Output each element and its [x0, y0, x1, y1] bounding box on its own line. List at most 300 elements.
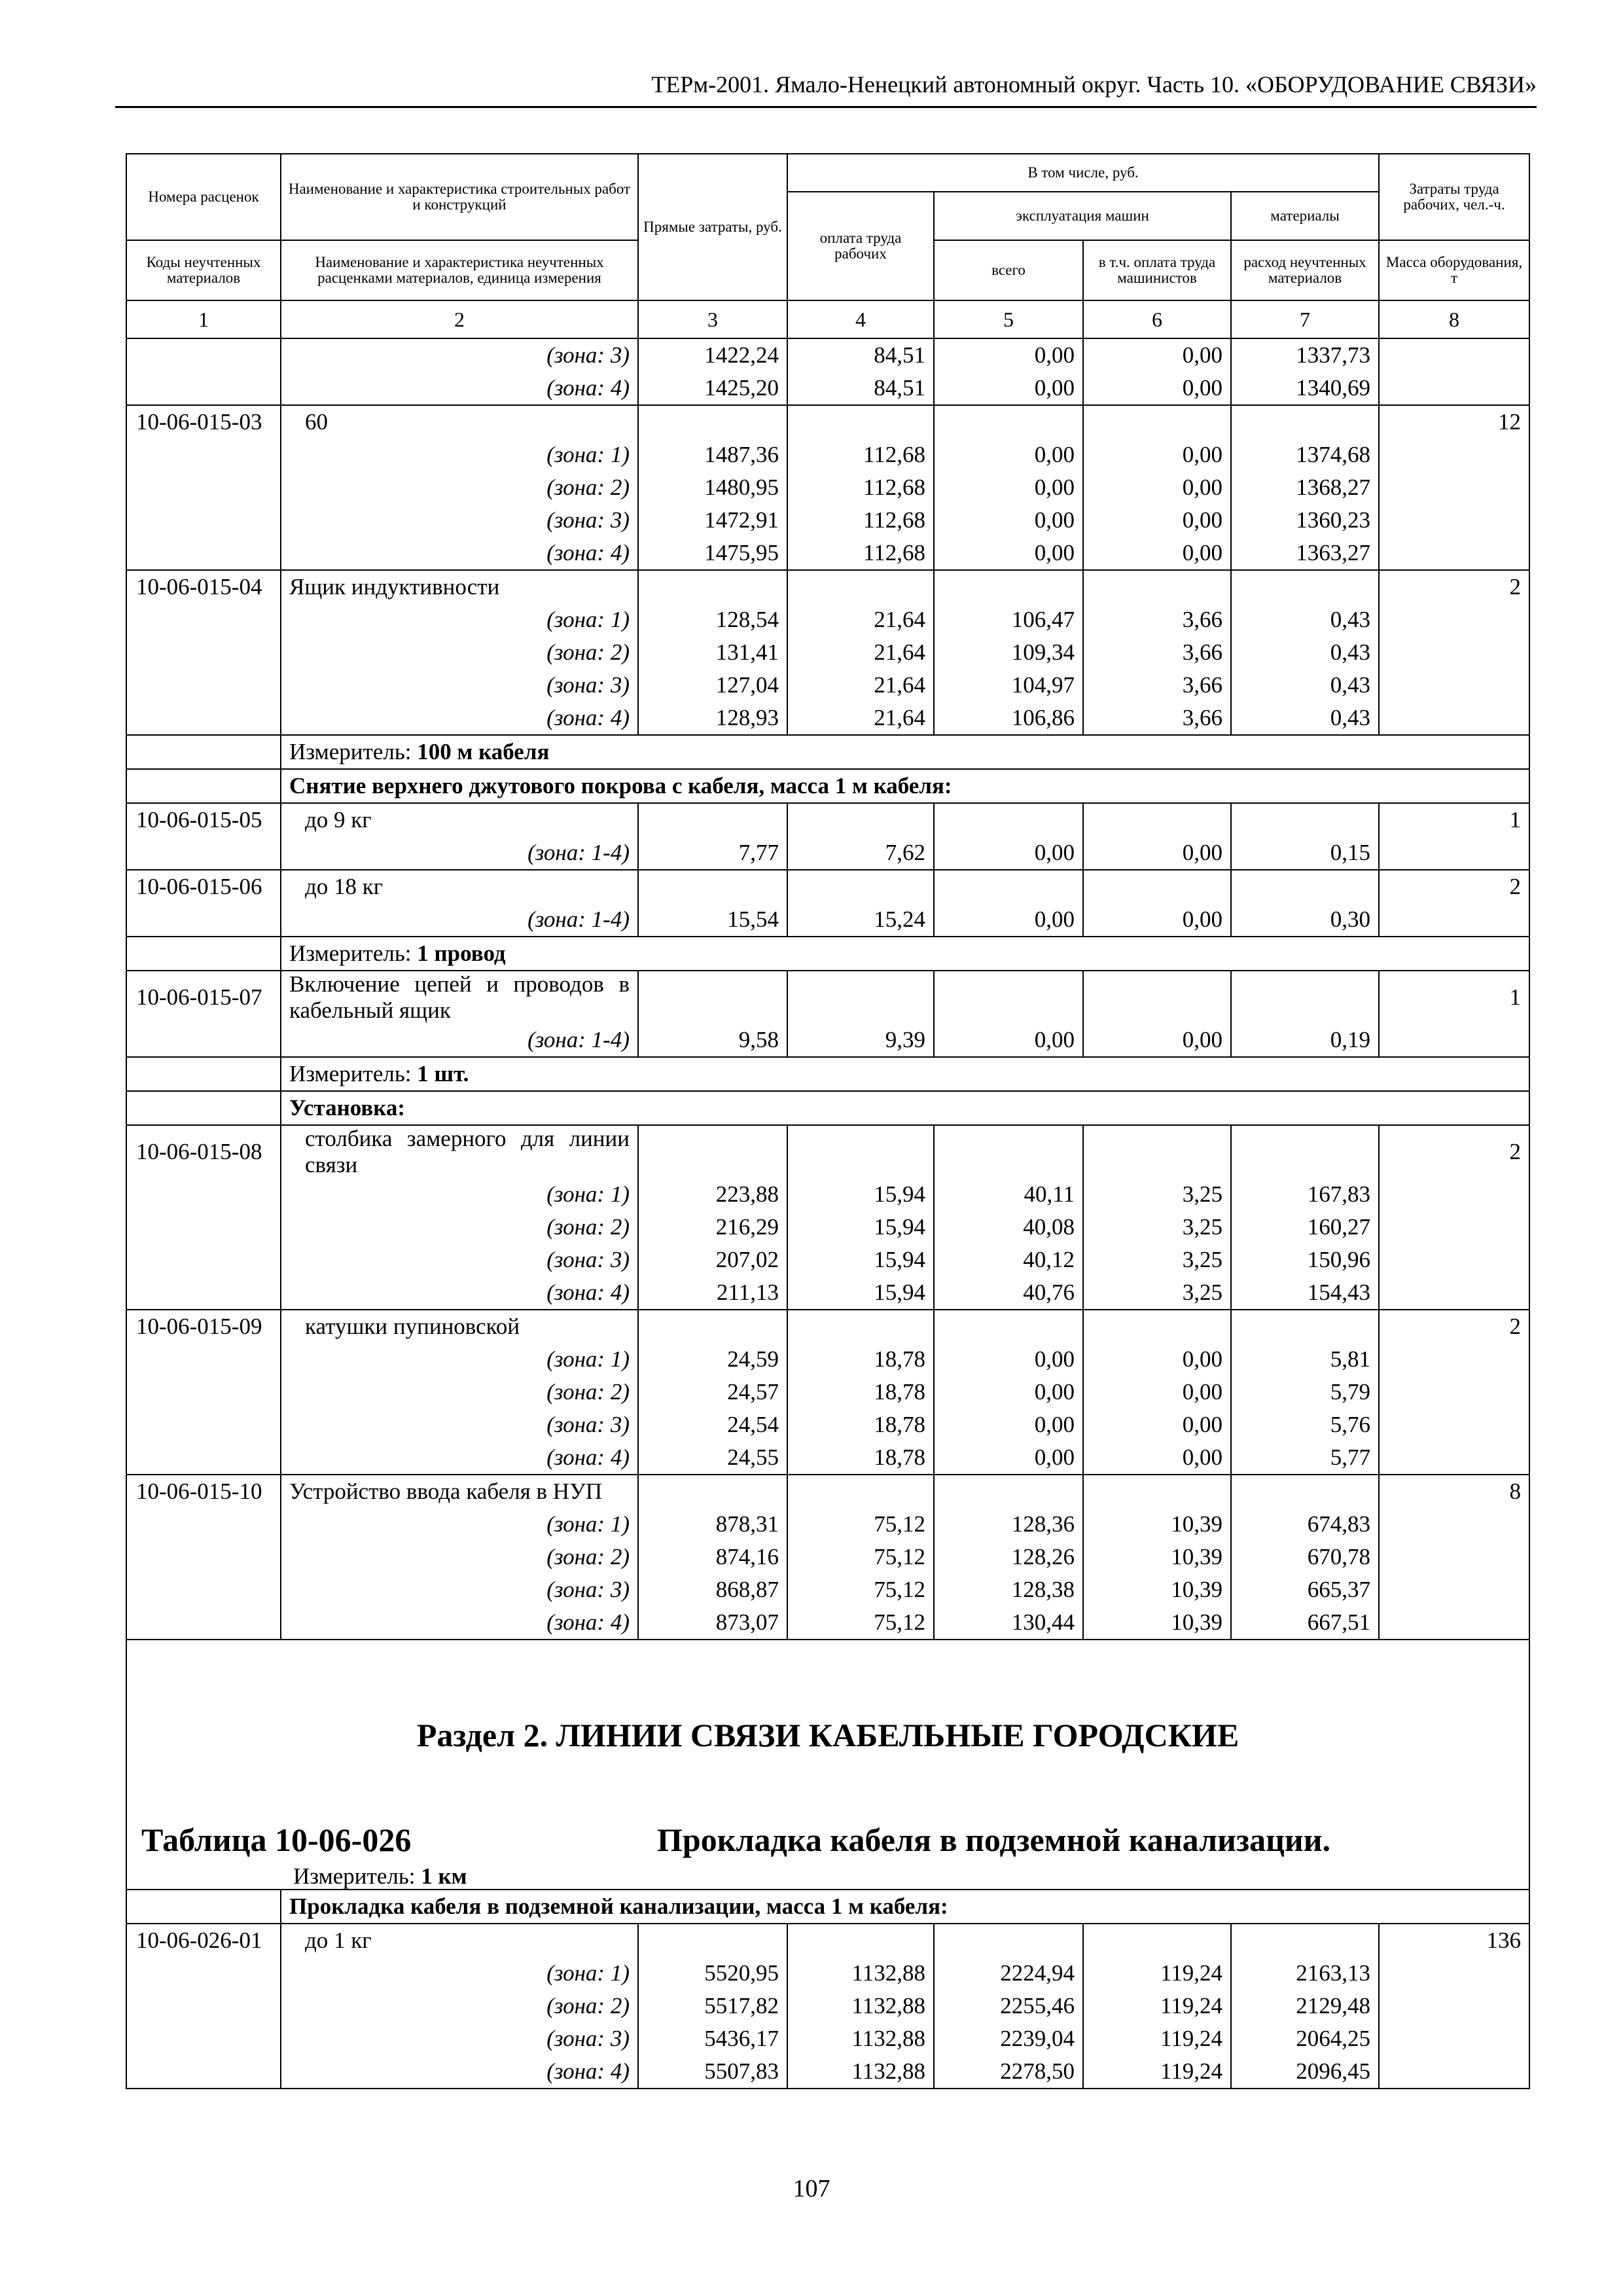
empty-cell [126, 537, 281, 570]
zone-label: (зона: 3) [281, 2022, 638, 2055]
empty-cell [1379, 903, 1529, 937]
labor-value: 12 [1379, 405, 1529, 439]
table-row [126, 405, 1529, 439]
empty-cell [1379, 1606, 1529, 1640]
value-cell: 0,00 [1083, 1024, 1231, 1057]
empty-cell [1379, 702, 1529, 735]
labor-value: 2 [1379, 870, 1529, 903]
value-cell: 106,86 [934, 702, 1083, 735]
col-materials: материалы [1231, 192, 1379, 240]
value-cell: 112,68 [787, 504, 934, 537]
value-cell: 167,83 [1231, 1178, 1379, 1211]
zone-label: (зона: 3) [281, 669, 638, 702]
value-cell: 40,11 [934, 1178, 1083, 1211]
measure-label: Измеритель: [289, 941, 418, 966]
empty-cell [126, 937, 281, 971]
zone-label: (зона: 3) [281, 504, 638, 537]
value-cell: 128,38 [934, 1573, 1083, 1606]
table-row [126, 1475, 1529, 1508]
empty-cell [1379, 1024, 1529, 1057]
col-machines: эксплуатация машин [934, 192, 1231, 240]
empty-cell [1083, 1924, 1231, 1957]
rate-name: до 18 кг [281, 870, 638, 903]
empty-cell [638, 971, 787, 1024]
zone-label: (зона: 1-4) [281, 903, 638, 937]
value-cell: 5,79 [1231, 1376, 1379, 1408]
value-cell: 21,64 [787, 702, 934, 735]
rate-code: 10-06-026-01 [126, 1924, 281, 1957]
value-cell: 18,78 [787, 1408, 934, 1441]
value-cell: 154,43 [1231, 1276, 1379, 1310]
empty-cell [787, 570, 934, 603]
empty-cell [126, 702, 281, 735]
table-row [126, 1057, 1529, 1091]
value-cell: 112,68 [787, 537, 934, 570]
empty-cell [934, 1310, 1083, 1343]
table-row [126, 1244, 1529, 1276]
empty-cell [1231, 803, 1379, 836]
empty-cell [1231, 971, 1379, 1024]
value-cell: 128,36 [934, 1508, 1083, 1541]
empty-cell [787, 1475, 934, 1508]
rate-name: Ящик индуктивности [281, 570, 638, 603]
measure-label: Измеритель: [289, 739, 418, 764]
empty-cell [1231, 1924, 1379, 1957]
value-cell: 878,31 [638, 1508, 787, 1541]
value-cell: 3,25 [1083, 1276, 1231, 1310]
value-cell: 1487,36 [638, 439, 787, 471]
value-cell: 0,00 [1083, 537, 1231, 570]
value-cell: 0,00 [1083, 1441, 1231, 1475]
table-row [126, 439, 1529, 471]
empty-cell [126, 504, 281, 537]
zone-label: (зона: 1-4) [281, 836, 638, 870]
col-num: 2 [281, 300, 638, 338]
value-cell: 3,66 [1083, 702, 1231, 735]
table-row [126, 537, 1529, 570]
col-labor-sub: Масса оборудования, т [1379, 240, 1529, 300]
value-cell: 0,00 [1083, 504, 1231, 537]
table-row [126, 2055, 1529, 2089]
col-code-sub: Коды неучтенных материалов [126, 240, 281, 300]
value-cell: 15,24 [787, 903, 934, 937]
col-num: 3 [638, 300, 787, 338]
col-wage: оплата труда рабочих [787, 192, 934, 300]
group-heading: Снятие верхнего джутового покрова с кабеля, масса 1 м кабеля: [281, 769, 1529, 803]
empty-cell [1379, 1508, 1529, 1541]
zone-label: (зона: 1) [281, 1178, 638, 1211]
empty-cell [126, 1343, 281, 1376]
empty-cell [1379, 1276, 1529, 1310]
table-body [126, 338, 1529, 2089]
page-number: 107 [793, 2175, 830, 2202]
measure-label: Измеритель: [289, 1061, 418, 1086]
value-cell: 0,00 [934, 836, 1083, 870]
empty-cell [126, 603, 281, 636]
empty-cell [126, 1573, 281, 1606]
empty-cell [126, 903, 281, 937]
value-cell: 5517,82 [638, 1990, 787, 2022]
col-name-sub: Наименование и характеристика неучтенных расценками материалов, единица измерения [281, 240, 638, 300]
value-cell: 21,64 [787, 636, 934, 669]
value-cell: 223,88 [638, 1178, 787, 1211]
empty-cell [787, 870, 934, 903]
empty-cell [126, 836, 281, 870]
value-cell: 127,04 [638, 669, 787, 702]
value-cell: 1132,88 [787, 1990, 934, 2022]
value-cell: 40,76 [934, 1276, 1083, 1310]
empty-cell [1379, 1408, 1529, 1441]
zone-label: (зона: 2) [281, 1541, 638, 1573]
value-cell: 2096,45 [1231, 2055, 1379, 2089]
empty-cell [1083, 570, 1231, 603]
value-cell: 1340,69 [1231, 372, 1379, 405]
value-cell: 0,00 [934, 1441, 1083, 1475]
table-row [126, 338, 1529, 372]
col-machines-wage: в т.ч. оплата труда машинистов [1083, 240, 1231, 300]
value-cell: 18,78 [787, 1376, 934, 1408]
rate-name: 60 [281, 405, 638, 439]
empty-cell [1379, 1957, 1529, 1990]
empty-cell [1231, 870, 1379, 903]
value-cell: 10,39 [1083, 1541, 1231, 1573]
measure-row [281, 735, 1529, 769]
empty-cell [787, 971, 934, 1024]
value-cell: 0,00 [1083, 338, 1231, 372]
labor-value: 2 [1379, 1310, 1529, 1343]
table-row [126, 1957, 1529, 1990]
empty-cell [1379, 471, 1529, 504]
empty-cell [126, 636, 281, 669]
value-cell: 5507,83 [638, 2055, 787, 2089]
empty-cell [126, 471, 281, 504]
col-num: 5 [934, 300, 1083, 338]
rate-code: 10-06-015-04 [126, 570, 281, 603]
empty-cell [1379, 669, 1529, 702]
empty-cell [1231, 1310, 1379, 1343]
zone-label: (зона: 2) [281, 1990, 638, 2022]
empty-cell [787, 803, 934, 836]
zone-label: (зона: 3) [281, 1244, 638, 1276]
value-cell: 10,39 [1083, 1606, 1231, 1640]
empty-cell [934, 1924, 1083, 1957]
value-cell: 674,83 [1231, 1508, 1379, 1541]
value-cell: 5,81 [1231, 1343, 1379, 1376]
value-cell: 1374,68 [1231, 439, 1379, 471]
table-row [126, 1541, 1529, 1573]
table-row [126, 1343, 1529, 1376]
zone-label: (зона: 1-4) [281, 1024, 638, 1057]
table-row [126, 1178, 1529, 1211]
group-heading: Прокладка кабеля в подземной канализации, масса 1 м кабеля: [281, 1890, 1529, 1924]
rate-code: 10-06-015-05 [126, 803, 281, 836]
empty-cell [1083, 803, 1231, 836]
value-cell: 1475,95 [638, 537, 787, 570]
value-cell: 9,39 [787, 1024, 934, 1057]
value-cell: 18,78 [787, 1343, 934, 1376]
table-row [126, 636, 1529, 669]
col-labor: Затраты труда рабочих, чел.-ч. [1379, 154, 1529, 240]
empty-cell [787, 1924, 934, 1957]
value-cell: 0,00 [934, 471, 1083, 504]
empty-cell [1083, 405, 1231, 439]
rate-code: 10-06-015-09 [126, 1310, 281, 1343]
value-cell: 5436,17 [638, 2022, 787, 2055]
empty-cell [638, 405, 787, 439]
value-cell: 2224,94 [934, 1957, 1083, 1990]
value-cell: 0,00 [1083, 1376, 1231, 1408]
empty-cell [638, 870, 787, 903]
value-cell: 40,08 [934, 1211, 1083, 1244]
table-row [126, 2022, 1529, 2055]
value-cell: 1368,27 [1231, 471, 1379, 504]
value-cell: 2064,25 [1231, 2022, 1379, 2055]
value-cell: 0,00 [934, 903, 1083, 937]
empty-cell [126, 1276, 281, 1310]
value-cell: 15,94 [787, 1178, 934, 1211]
col-code: Номера расценок [126, 154, 281, 240]
col-direct: Прямые затраты, руб. [638, 154, 787, 300]
value-cell: 211,13 [638, 1276, 787, 1310]
empty-cell [787, 405, 934, 439]
table-row [126, 769, 1529, 803]
value-cell: 2129,48 [1231, 1990, 1379, 2022]
value-cell: 15,94 [787, 1211, 934, 1244]
table-row [126, 1091, 1529, 1125]
table-row [126, 1508, 1529, 1541]
group-heading: Установка: [281, 1091, 1529, 1125]
value-cell: 3,66 [1083, 636, 1231, 669]
value-cell: 0,00 [934, 1376, 1083, 1408]
value-cell: 1425,20 [638, 372, 787, 405]
value-cell: 670,78 [1231, 1541, 1379, 1573]
value-cell: 15,94 [787, 1244, 934, 1276]
rate-name: до 1 кг [281, 1924, 638, 1957]
value-cell: 128,93 [638, 702, 787, 735]
measure-value: 1 км [421, 1863, 467, 1889]
value-cell: 112,68 [787, 471, 934, 504]
value-cell: 3,66 [1083, 603, 1231, 636]
value-cell: 0,00 [1083, 439, 1231, 471]
empty-cell [934, 803, 1083, 836]
value-cell: 5,76 [1231, 1408, 1379, 1441]
labor-value: 2 [1379, 570, 1529, 603]
table-row [126, 504, 1529, 537]
measure-row [281, 937, 1529, 971]
value-cell: 3,66 [1083, 669, 1231, 702]
value-cell: 216,29 [638, 1211, 787, 1244]
value-cell: 0,00 [1083, 1408, 1231, 1441]
col-num: 1 [126, 300, 281, 338]
empty-cell [1379, 338, 1529, 372]
zone-label: (зона: 4) [281, 1606, 638, 1640]
rate-name: Включение цепей и проводов в кабельный ящик [281, 971, 638, 1024]
section-block [126, 1640, 1529, 1890]
empty-cell [126, 1441, 281, 1475]
empty-cell [934, 870, 1083, 903]
table-row [126, 903, 1529, 937]
empty-cell [126, 2022, 281, 2055]
zone-label: (зона: 4) [281, 537, 638, 570]
empty-cell [1379, 1244, 1529, 1276]
empty-cell [126, 338, 281, 372]
value-cell: 7,77 [638, 836, 787, 870]
labor-value: 1 [1379, 803, 1529, 836]
value-cell: 0,30 [1231, 903, 1379, 937]
table-name: Прокладка кабеля в подземной канализации. [657, 1821, 1331, 1858]
empty-cell [126, 1541, 281, 1573]
value-cell: 150,96 [1231, 1244, 1379, 1276]
value-cell: 0,00 [1083, 836, 1231, 870]
value-cell: 1132,88 [787, 2022, 934, 2055]
zone-label: (зона: 3) [281, 1573, 638, 1606]
empty-cell [126, 669, 281, 702]
table-row [126, 669, 1529, 702]
rate-code: 10-06-015-08 [126, 1125, 281, 1178]
value-cell: 9,58 [638, 1024, 787, 1057]
empty-cell [1231, 570, 1379, 603]
empty-cell [638, 1475, 787, 1508]
empty-cell [638, 803, 787, 836]
value-cell: 84,51 [787, 372, 934, 405]
value-cell: 24,57 [638, 1376, 787, 1408]
value-cell: 0,00 [934, 372, 1083, 405]
value-cell: 1337,73 [1231, 338, 1379, 372]
empty-cell [1379, 1441, 1529, 1475]
empty-cell [126, 2055, 281, 2089]
value-cell: 3,25 [1083, 1244, 1231, 1276]
empty-cell [1231, 1475, 1379, 1508]
rate-name: столбика замерного для линии связи [281, 1125, 638, 1178]
value-cell: 1472,91 [638, 504, 787, 537]
empty-cell [1379, 1211, 1529, 1244]
value-cell: 15,54 [638, 903, 787, 937]
zone-label: (зона: 4) [281, 702, 638, 735]
value-cell: 119,24 [1083, 2055, 1231, 2089]
value-cell: 0,00 [1083, 903, 1231, 937]
empty-cell [126, 372, 281, 405]
value-cell: 84,51 [787, 338, 934, 372]
empty-cell [934, 570, 1083, 603]
rate-code: 10-06-015-07 [126, 971, 281, 1024]
empty-cell [1379, 2055, 1529, 2089]
empty-cell [638, 1310, 787, 1343]
table-row [126, 836, 1529, 870]
rate-name: катушки пупиновской [281, 1310, 638, 1343]
table-row [126, 1573, 1529, 1606]
value-cell: 15,94 [787, 1276, 934, 1310]
empty-cell [934, 1475, 1083, 1508]
col-materials-sub: расход неучтенных материалов [1231, 240, 1379, 300]
empty-cell [934, 971, 1083, 1024]
table-row [126, 1376, 1529, 1408]
empty-cell [126, 1508, 281, 1541]
empty-cell [1083, 1475, 1231, 1508]
zone-label: (зона: 1) [281, 603, 638, 636]
empty-cell [787, 1125, 934, 1178]
labor-value: 2 [1379, 1125, 1529, 1178]
value-cell: 128,54 [638, 603, 787, 636]
empty-cell [1379, 504, 1529, 537]
empty-cell [126, 1091, 281, 1125]
value-cell: 1363,27 [1231, 537, 1379, 570]
empty-cell [126, 1408, 281, 1441]
col-incl: В том числе, руб. [787, 154, 1379, 192]
empty-cell [1379, 1573, 1529, 1606]
value-cell: 160,27 [1231, 1211, 1379, 1244]
table-row [126, 570, 1529, 603]
table-row [126, 1024, 1529, 1057]
value-cell: 1422,24 [638, 338, 787, 372]
value-cell: 112,68 [787, 439, 934, 471]
value-cell: 119,24 [1083, 1957, 1231, 1990]
empty-cell [126, 1024, 281, 1057]
empty-cell [126, 1244, 281, 1276]
rate-code: 10-06-015-10 [126, 1475, 281, 1508]
value-cell: 0,43 [1231, 702, 1379, 735]
empty-cell [1083, 1310, 1231, 1343]
empty-cell [126, 1990, 281, 2022]
empty-cell [1231, 405, 1379, 439]
empty-cell [1379, 372, 1529, 405]
value-cell: 0,00 [1083, 471, 1231, 504]
value-cell: 2239,04 [934, 2022, 1083, 2055]
zone-label: (зона: 1) [281, 1957, 638, 1990]
zone-label: (зона: 4) [281, 1441, 638, 1475]
empty-cell [1379, 2022, 1529, 2055]
value-cell: 873,07 [638, 1606, 787, 1640]
empty-cell [1379, 1178, 1529, 1211]
empty-cell [1379, 439, 1529, 471]
empty-cell [1379, 1376, 1529, 1408]
empty-cell [1231, 1125, 1379, 1178]
value-cell: 0,00 [934, 338, 1083, 372]
table-row [126, 1310, 1529, 1343]
empty-cell [1379, 537, 1529, 570]
zone-label: (зона: 1) [281, 1508, 638, 1541]
empty-cell [126, 1606, 281, 1640]
empty-cell [1379, 836, 1529, 870]
table-row [126, 1890, 1529, 1924]
zone-label: (зона: 4) [281, 2055, 638, 2089]
value-cell: 2163,13 [1231, 1957, 1379, 1990]
empty-cell [1083, 1125, 1231, 1178]
col-num: 6 [1083, 300, 1231, 338]
table-row [126, 1441, 1529, 1475]
value-cell: 104,97 [934, 669, 1083, 702]
table-row [126, 937, 1529, 971]
empty-cell [934, 1125, 1083, 1178]
empty-cell [1379, 603, 1529, 636]
col-num: 8 [1379, 300, 1529, 338]
value-cell: 3,25 [1083, 1211, 1231, 1244]
value-cell: 3,25 [1083, 1178, 1231, 1211]
zone-label: (зона: 1) [281, 1343, 638, 1376]
value-cell: 667,51 [1231, 1606, 1379, 1640]
col-num: 4 [787, 300, 934, 338]
value-cell: 75,12 [787, 1606, 934, 1640]
value-cell: 21,64 [787, 603, 934, 636]
table-row [126, 1211, 1529, 1244]
labor-value: 8 [1379, 1475, 1529, 1508]
col-machines-total: всего [934, 240, 1083, 300]
value-cell: 0,00 [934, 504, 1083, 537]
empty-cell [126, 1057, 281, 1091]
empty-cell [1083, 870, 1231, 903]
measure-value: 1 провод [417, 941, 506, 966]
table-row [126, 803, 1529, 836]
value-cell: 1132,88 [787, 2055, 934, 2089]
